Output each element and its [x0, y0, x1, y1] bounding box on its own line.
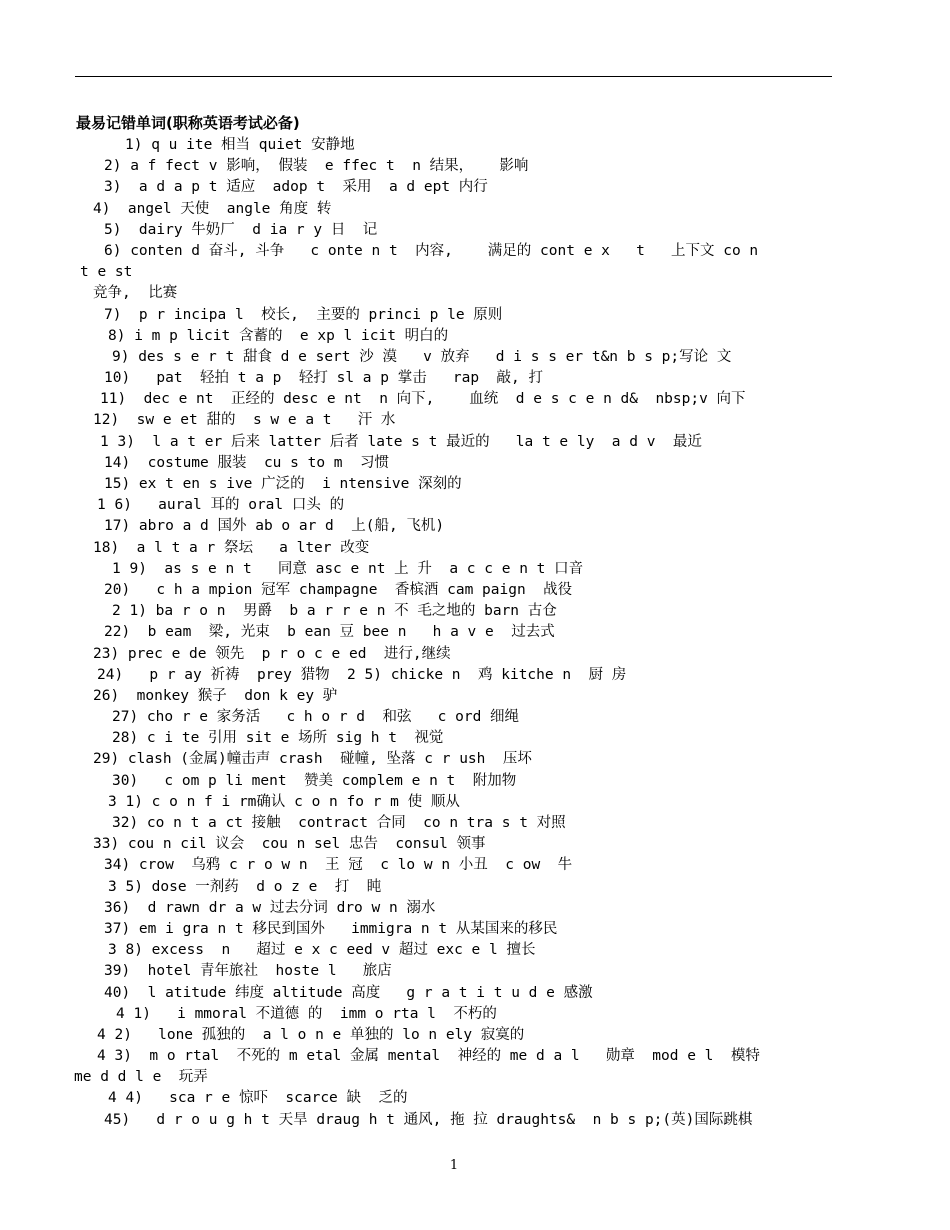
word-list-line: 10) pat 轻拍 t a p 轻打 sl a p 掌击 rap 敲, 打: [104, 370, 543, 387]
word-list-line: 15) ex t en s ive 广泛的 i ntensive 深刻的: [104, 476, 462, 492]
word-list-line: 33) cou n cil 议会 cou n sel 忠告 consul 领事: [93, 836, 486, 853]
word-list-line: 2 1) ba r o n 男爵 b a r r e n 不 毛之地的 barn 古仓: [112, 603, 557, 620]
word-list-line: 1 6) aural 耳的 oral 口头 的: [97, 497, 345, 514]
word-list-line: 12) sw e et 甜的 s w e a t 汗 水: [93, 412, 396, 429]
page-number: 1: [449, 1158, 459, 1173]
word-list-line: 18) a l t a r 祭坛 a lter 改变: [93, 539, 370, 556]
word-list-line: 5) dairy 牛奶厂 d ia r y 日 记: [104, 221, 378, 238]
word-list-line: 45) d r o u g h t 天旱 draug h t 通风, 拖 拉 draughts& n b s p;(英)国际跳棋: [104, 1111, 753, 1128]
word-list-line: 4 3) m o rtal 不死的 m etal 金属 mental 神经的 me d a l 勋章 mod e l 模特: [97, 1048, 760, 1065]
word-list-line: 29) clash (金属)幢击声 crash 碰幢, 坠落 c r ush 压坏: [93, 751, 532, 768]
word-list-line: 4) angel 天使 angle 角度 转: [93, 200, 332, 217]
word-list-line: 24) p r ay 祈祷 prey 猎物 2 5) chicke n 鸡 kitche n 厨 房: [97, 666, 627, 683]
word-list: [0, 135, 950, 1131]
word-list-line: t e st: [80, 264, 133, 281]
word-list-line: me d d l e 玩弄: [74, 1069, 208, 1086]
word-list-line: 22) b eam 梁, 光束 b ean 豆 bee n h a v e 过去式: [104, 624, 555, 641]
word-list-line: 1 9) as s e n t 同意 asc e nt 上 升 a c c e n t 口音: [112, 560, 584, 577]
word-list-line: 4 4) sca r e 惊吓 scarce 缺 乏的: [108, 1090, 408, 1107]
word-list-line: 1) q u ite 相当 quiet 安静地: [125, 137, 355, 153]
word-list-line: 1 3) l a t er 后来 latter 后者 late s t 最近的 la t e ly a d v 最近: [100, 433, 702, 450]
word-list-line: 11) dec e nt 正经的 desc e nt n 向下, 血统 d e s c e n d& nbsp;v 向下: [100, 391, 746, 408]
word-list-line: 3 5) dose 一剂药 d o z e 打 盹: [108, 878, 382, 895]
word-list-line: 40) l atitude 纬度 altitude 高度 g r a t i t u d e 感激: [104, 984, 593, 1001]
word-list-line: 14) costume 服装 cu s to m 习惯: [104, 454, 389, 471]
word-list-line: 2) a f fect v 影响， 假装 e ffec t n 结果， 影响: [104, 158, 529, 175]
word-list-line: 3 1) c o n f i rm确认 c o n fo r m 使 顺从: [108, 793, 460, 810]
word-list-line: 4 2) lone 孤独的 a l o n e 单独的 lo n ely 寂寞的: [97, 1026, 525, 1043]
word-list-line: 37) em i gra n t 移民到国外 immigra n t 从某国来的移民: [104, 920, 558, 937]
document-title: 最易记错单词(职称英语考试必备): [76, 114, 300, 132]
word-list-line: 20) c h a mpion 冠军 champagne 香槟酒 cam paign 战役: [104, 581, 573, 598]
word-list-line: 28) c i te 引用 sit e 场所 sig h t 视觉: [112, 730, 444, 747]
word-list-line: 4 1) i mmoral 不道德 的 imm o rta l 不朽的: [116, 1005, 497, 1022]
word-list-line: 6) conten d 奋斗, 斗争 c onte n t 内容, 满足的 cont e x t 上下文 co n: [104, 242, 759, 259]
word-list-line: 32) co n t a ct 接触 contract 合同 co n tra s t 对照: [112, 815, 566, 831]
word-list-line: 17) abro a d 国外 ab o ar d 上(船, 飞机): [104, 518, 445, 535]
word-list-line: 3 8) excess n 超过 e x c eed v 超过 exc e l 擅长: [108, 942, 536, 959]
word-list-line: 23) prec e de 领先 p r o c e ed 进行,继续: [93, 645, 451, 662]
word-list-line: 9) des s e r t 甜食 d e sert 沙 漠 v 放弃 d i s s er t&n b s p;写论 文: [112, 348, 732, 365]
word-list-line: 39) hotel 青年旅社 hoste l 旅店: [104, 963, 392, 980]
word-list-line: 26) monkey 猴子 don k ey 驴: [93, 687, 338, 704]
word-list-line: 34) crow 乌鸦 c r o w n 王 冠 c lo w n 小丑 c ow 牛: [104, 857, 573, 874]
word-list-line: 27) cho r e 家务活 c h o r d 和弦 c ord 细绳: [112, 709, 520, 726]
word-list-line: 3) a d a p t 适应 adop t 采用 a d ept 内行: [104, 179, 488, 196]
word-list-line: 36) d rawn dr a w 过去分词 dro w n 溺水: [104, 899, 436, 916]
word-list-line: 30) c om p li ment 赞美 complem e n t 附加物: [112, 772, 517, 789]
word-list-line: 竞争, 比赛: [93, 285, 178, 302]
word-list-line: 8) i m p licit 含蓄的 e xp l icit 明白的: [108, 327, 449, 344]
header-rule: [75, 76, 832, 77]
word-list-line: 7) p r incipa l 校长, 主要的 princi p le 原则: [104, 306, 503, 323]
